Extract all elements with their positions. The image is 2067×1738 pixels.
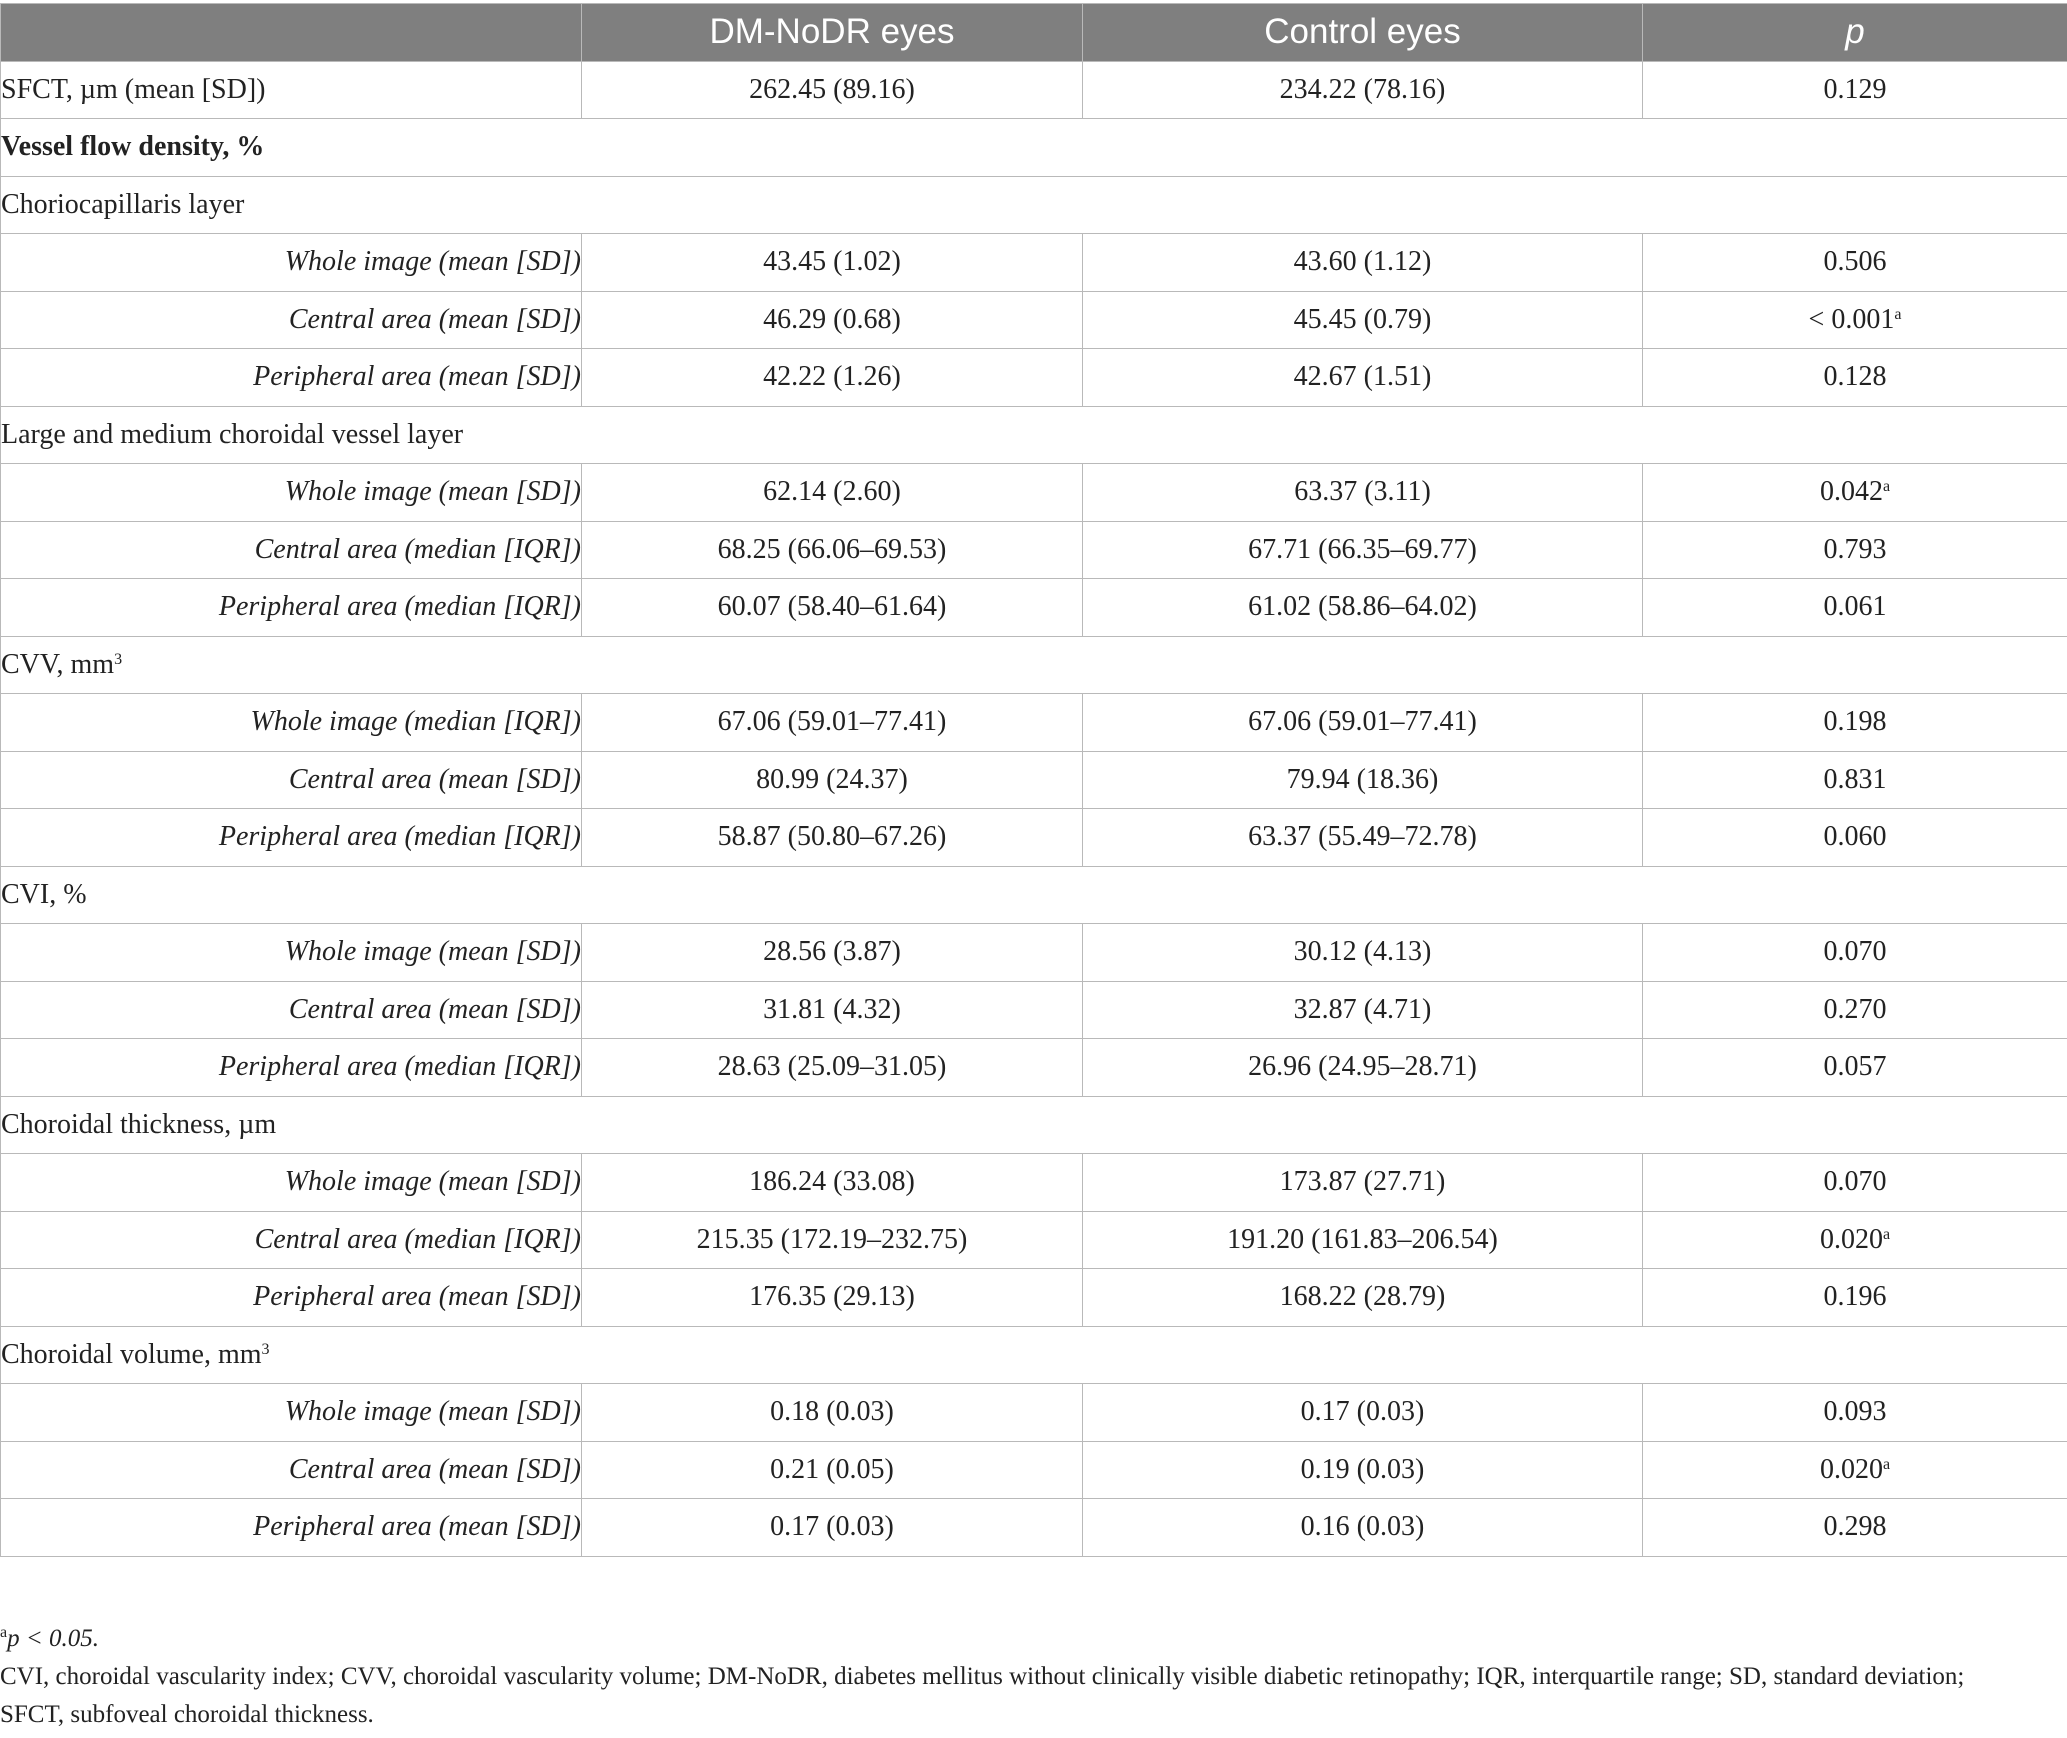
p-value-cell <box>1643 464 2067 522</box>
table-row <box>1 694 2067 752</box>
dm-nodr-value: 28.56 (3.87) <box>582 924 1083 982</box>
group-header-row <box>1 636 2067 694</box>
p-value-cell <box>1643 924 2067 982</box>
row-label: Central area (median [IQR]) <box>1 521 582 579</box>
p-value-superscript: a <box>1882 1455 1891 1473</box>
control-value: 173.87 (27.71) <box>1083 1154 1643 1212</box>
p-value-cell <box>1643 809 2067 867</box>
group-label-text: Choriocapillaris layer <box>1 188 245 220</box>
p-value-superscript: a <box>1882 478 1891 496</box>
control-value: 79.94 (18.36) <box>1083 751 1643 809</box>
table-row <box>1 291 2067 349</box>
dm-nodr-value: 43.45 (1.02) <box>582 234 1083 292</box>
group-label-text: CVI, % <box>1 878 87 910</box>
row-label: Whole image (mean [SD]) <box>1 234 582 292</box>
p-value-cell <box>1643 1039 2067 1097</box>
row-label: Whole image (mean [SD]) <box>1 1154 582 1212</box>
control-value: 26.96 (24.95–28.71) <box>1083 1039 1643 1097</box>
header-row <box>1 4 2067 62</box>
group-header-row <box>1 406 2067 464</box>
sfct-p-value: 0.129 <box>1643 61 2067 119</box>
row-label: Whole image (median [IQR]) <box>1 694 582 752</box>
p-value: 0.093 <box>1823 1396 1887 1428</box>
row-label: Whole image (mean [SD]) <box>1 1384 582 1442</box>
p-value: 0.020 <box>1819 1453 1883 1485</box>
row-label: Central area (mean [SD]) <box>1 981 582 1039</box>
table-row <box>1 1211 2067 1269</box>
table-row <box>1 981 2067 1039</box>
dm-nodr-value: 68.25 (66.06–69.53) <box>582 521 1083 579</box>
p-value-cell <box>1643 1154 2067 1212</box>
control-value: 43.60 (1.12) <box>1083 234 1643 292</box>
p-value: < 0.001 <box>1808 303 1895 335</box>
table-row <box>1 751 2067 809</box>
group-label <box>1 866 2067 924</box>
table-row <box>1 1269 2067 1327</box>
p-value-superscript: a <box>1882 1225 1891 1243</box>
p-value: 0.270 <box>1823 993 1887 1025</box>
control-value: 67.06 (59.01–77.41) <box>1083 694 1643 752</box>
dm-nodr-value: 186.24 (33.08) <box>582 1154 1083 1212</box>
dm-nodr-value: 0.21 (0.05) <box>582 1441 1083 1499</box>
sfct-label: SFCT, µm (mean [SD]) <box>1 61 582 119</box>
p-value: 0.128 <box>1823 361 1887 393</box>
p-value: 0.831 <box>1823 763 1887 795</box>
dm-nodr-value: 215.35 (172.19–232.75) <box>582 1211 1083 1269</box>
dm-nodr-value: 0.17 (0.03) <box>582 1499 1083 1557</box>
p-value-superscript: a <box>1894 305 1902 323</box>
p-value-cell <box>1643 694 2067 752</box>
row-label: Whole image (mean [SD]) <box>1 464 582 522</box>
table-row <box>1 1154 2067 1212</box>
control-value: 61.02 (58.86–64.02) <box>1083 579 1643 637</box>
table-row <box>1 1499 2067 1557</box>
p-value: 0.506 <box>1823 246 1887 278</box>
p-value-cell <box>1643 1211 2067 1269</box>
row-label: Central area (mean [SD]) <box>1 1441 582 1499</box>
p-value: 0.020 <box>1819 1223 1883 1255</box>
header-p-value: p <box>1643 4 2067 62</box>
p-value-cell <box>1643 1384 2067 1442</box>
group-label-text: Large and medium choroidal vessel layer <box>1 418 464 450</box>
dm-nodr-value: 62.14 (2.60) <box>582 464 1083 522</box>
footnote-marker: a <box>0 1624 8 1641</box>
sfct-dm-value: 262.45 (89.16) <box>582 61 1083 119</box>
row-label: Central area (mean [SD]) <box>1 291 582 349</box>
p-value-cell <box>1643 981 2067 1039</box>
significance-text: p < 0.05. <box>7 1625 99 1652</box>
table-row <box>1 521 2067 579</box>
row-label: Whole image (mean [SD]) <box>1 924 582 982</box>
significance-footnote <box>0 1620 2020 1658</box>
table-row <box>1 234 2067 292</box>
control-value: 32.87 (4.71) <box>1083 981 1643 1039</box>
row-label: Peripheral area (median [IQR]) <box>1 1039 582 1097</box>
table-row <box>1 809 2067 867</box>
table-row <box>1 349 2067 407</box>
p-value: 0.060 <box>1823 821 1887 853</box>
row-label: Peripheral area (median [IQR]) <box>1 579 582 637</box>
control-value: 0.19 (0.03) <box>1083 1441 1643 1499</box>
p-value-cell <box>1643 291 2067 349</box>
dm-nodr-value: 46.29 (0.68) <box>582 291 1083 349</box>
group-label <box>1 1096 2067 1154</box>
header-dm-nodr-eyes: DM-NoDR eyes <box>582 4 1083 62</box>
dm-nodr-value: 60.07 (58.40–61.64) <box>582 579 1083 637</box>
abbreviations-footnote: CVI, choroidal vascularity index; CVV, choroidal vascularity volume; DM-NoDR, diabetes mellitus without clinically visible diabetic retinopathy; IQR, interquartile range; SD, standard deviation; SFCT, subfoveal choroidal thickness. <box>0 1663 1965 1728</box>
group-header-row <box>1 176 2067 234</box>
dm-nodr-value: 80.99 (24.37) <box>582 751 1083 809</box>
control-value: 0.17 (0.03) <box>1083 1384 1643 1442</box>
p-value: 0.198 <box>1823 706 1887 738</box>
p-value-cell <box>1643 234 2067 292</box>
control-value: 30.12 (4.13) <box>1083 924 1643 982</box>
table-row <box>1 464 2067 522</box>
table-row <box>1 1039 2067 1097</box>
control-value: 63.37 (3.11) <box>1083 464 1643 522</box>
group-header-row <box>1 866 2067 924</box>
control-value: 168.22 (28.79) <box>1083 1269 1643 1327</box>
group-label <box>1 176 2067 234</box>
section-header-row <box>1 119 2067 177</box>
dm-nodr-value: 176.35 (29.13) <box>582 1269 1083 1327</box>
p-value-cell <box>1643 579 2067 637</box>
group-label-superscript: 3 <box>261 1340 270 1358</box>
group-label-text: Choroidal volume, mm <box>1 1338 262 1370</box>
p-value: 0.061 <box>1823 591 1887 623</box>
table-row <box>1 924 2067 982</box>
group-label-text: CVV, mm <box>1 648 115 680</box>
p-value: 0.196 <box>1823 1281 1887 1313</box>
control-value: 42.67 (1.51) <box>1083 349 1643 407</box>
sfct-row <box>1 61 2067 119</box>
row-label: Central area (mean [SD]) <box>1 751 582 809</box>
row-label: Peripheral area (mean [SD]) <box>1 1499 582 1557</box>
table-row <box>1 579 2067 637</box>
p-value: 0.070 <box>1823 1166 1887 1198</box>
header-control-eyes: Control eyes <box>1083 4 1643 62</box>
table-footnotes <box>0 1620 2020 1734</box>
p-value-cell <box>1643 751 2067 809</box>
p-value: 0.057 <box>1823 1051 1887 1083</box>
p-value: 0.793 <box>1823 533 1887 565</box>
dm-nodr-value: 0.18 (0.03) <box>582 1384 1083 1442</box>
section-title: Vessel flow density, % <box>1 119 2067 177</box>
sfct-control-value: 234.22 (78.16) <box>1083 61 1643 119</box>
group-label-text: Choroidal thickness, µm <box>1 1108 277 1140</box>
header-label-cell <box>1 4 582 62</box>
p-value-cell <box>1643 1441 2067 1499</box>
table-row <box>1 1441 2067 1499</box>
group-label-superscript: 3 <box>114 650 123 668</box>
results-table <box>0 3 2067 1557</box>
control-value: 63.37 (55.49–72.78) <box>1083 809 1643 867</box>
dm-nodr-value: 67.06 (59.01–77.41) <box>582 694 1083 752</box>
p-value: 0.042 <box>1819 476 1883 508</box>
p-value: 0.070 <box>1823 936 1887 968</box>
control-value: 191.20 (161.83–206.54) <box>1083 1211 1643 1269</box>
row-label: Peripheral area (mean [SD]) <box>1 349 582 407</box>
dm-nodr-value: 42.22 (1.26) <box>582 349 1083 407</box>
p-value: 0.298 <box>1823 1511 1887 1543</box>
group-header-row <box>1 1326 2067 1384</box>
group-label <box>1 406 2067 464</box>
control-value: 67.71 (66.35–69.77) <box>1083 521 1643 579</box>
dm-nodr-value: 31.81 (4.32) <box>582 981 1083 1039</box>
control-value: 45.45 (0.79) <box>1083 291 1643 349</box>
group-header-row <box>1 1096 2067 1154</box>
group-label <box>1 1326 2067 1384</box>
p-value-cell <box>1643 349 2067 407</box>
group-label <box>1 636 2067 694</box>
p-value-cell <box>1643 521 2067 579</box>
p-value-cell <box>1643 1499 2067 1557</box>
table-row <box>1 1384 2067 1442</box>
control-value: 0.16 (0.03) <box>1083 1499 1643 1557</box>
dm-nodr-value: 28.63 (25.09–31.05) <box>582 1039 1083 1097</box>
row-label: Peripheral area (median [IQR]) <box>1 809 582 867</box>
row-label: Central area (median [IQR]) <box>1 1211 582 1269</box>
row-label: Peripheral area (mean [SD]) <box>1 1269 582 1327</box>
p-value-cell <box>1643 1269 2067 1327</box>
dm-nodr-value: 58.87 (50.80–67.26) <box>582 809 1083 867</box>
